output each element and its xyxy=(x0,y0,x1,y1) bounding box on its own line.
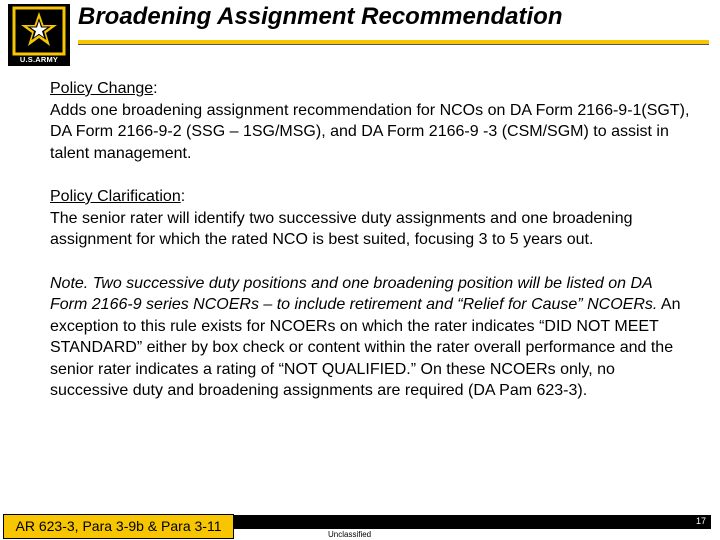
us-army-logo xyxy=(8,4,70,66)
policy-clarification-section xyxy=(50,186,690,251)
page-title: Broadening Assignment Recommendation xyxy=(78,3,563,30)
policy-change-colon: : xyxy=(153,80,158,97)
policy-clarification-colon: : xyxy=(180,188,186,205)
policy-change-section xyxy=(50,78,690,164)
policy-change-body: Adds one broadening assignment recommendation for NCOs on DA Form 2166-9-1(SGT), DA Form 2166-9-2 (SSG – 1SG/MSG), and DA Form 2166-9 -3 (CSM/SGM) to assist in talent management. xyxy=(50,101,690,162)
policy-clarification-heading-line xyxy=(50,186,690,208)
title-rule-dark xyxy=(78,44,709,45)
note-normal-text: An exception to this rule exists for NCOERs on which the rater indicates “DID NOT MEET STANDARD” either by box check or content within the rater overall performance and the senior rater indicates a rating of “NOT QUALIFIED.” On these NCOERs only, no successive duty and broadening assignments are required (DA Pam 623-3). xyxy=(50,296,681,399)
note-section xyxy=(50,273,690,402)
classification-label: Unclassified xyxy=(328,530,372,539)
logo-text: U.S.ARMY xyxy=(19,55,59,64)
policy-change-heading: Policy Change xyxy=(50,80,154,97)
policy-clarification-heading: Policy Clarification xyxy=(50,188,181,205)
page-number: 17 xyxy=(695,516,706,526)
policy-change-heading-line xyxy=(50,78,690,100)
footer-reference: AR 623-3, Para 3-9b & Para 3-11 xyxy=(3,514,234,539)
note-paragraph xyxy=(50,273,690,402)
note-italic-text: Note. Two successive duty positions and one broadening position will be listed on DA Form 2166-9 series NCOERs – to include retirement and “Relief for Cause” NCOERs. xyxy=(50,274,658,313)
slide-content xyxy=(50,78,690,424)
policy-clarification-body: The senior rater will identify two successive duty assignments and one broadening assignment for which the rated NCO is best suited, focusing 3 to 5 years out. xyxy=(50,209,633,248)
